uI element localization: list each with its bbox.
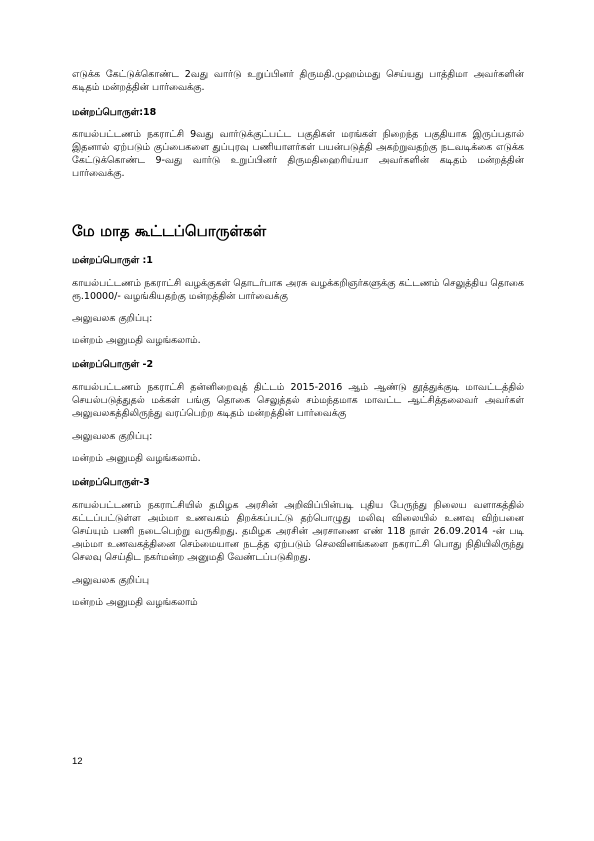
item-2-heading: மன்றப்பொருள் -2 — [72, 359, 154, 370]
section-title: மே மாத கூட்டப்பொருள்கள் — [72, 222, 267, 240]
item-18-heading: மன்றப்பொருள்:18 — [72, 107, 157, 118]
item-2-note: மன்றம் அனுமதி வழங்கலாம். — [72, 453, 201, 464]
item-2-note-label: அலுவலக குறிப்பு: — [72, 431, 153, 442]
item-3-note-label: அலுவலக குறிப்பு — [72, 575, 150, 586]
item-3-heading: மன்றப்பொருள்-3 — [72, 477, 150, 488]
item-1-paragraph: காயல்பட்டணம் நகராட்சி வழக்குகள் தொடர்பாக அரசு வழக்கறிஞர்களுக்கு கட்டணம் செலுத்திய தொகை ரூ.10000/- வழங்கியதற்கு மன்றத்தின் பார்வைக்கு — [72, 278, 524, 302]
item-3-note: மன்றம் அனுமதி வழங்கலாம் — [72, 597, 198, 608]
page-number: 12 — [72, 756, 83, 767]
item-1-heading: மன்றப்பொருள் :1 — [72, 255, 153, 266]
intro-paragraph: எடுக்க கேட்டுக்கொண்ட 2வது வார்டு உறுப்பினர் திருமதி.முஹம்மது செய்யது பாத்திமா அவர்களின் கடிதம் மன்றத்தின் பார்வைக்கு. — [72, 69, 524, 93]
item-18-paragraph: காயல்பட்டணம் நகராட்சி 9வது வார்டுக்குட்பட்ட பகுதிகள் மரங்கள் நிறைந்த பகுதியாக இருப்பதால் இதனால் ஏற்படும் குப்பைகளை துப்புரவு பணியாளர்கள் பயன்படுத்தி அகற்றுவதற்கு நடவடிக்கை எடுக்க கேட்டுக்கொண்ட 9-வது வார்டு உறுப்பினர் திருமதிஹைரிய்யா அவர்களின் கடிதம் மன்றத்தின் பார்வைக்கு. — [72, 129, 524, 179]
item-1-note: மன்றம் அனுமதி வழங்கலாம். — [72, 335, 201, 346]
item-1-note-label: அலுவலக குறிப்பு: — [72, 313, 153, 324]
document-page — [72, 68, 524, 609]
item-2-paragraph: காயல்பட்டணம் நகராட்சி தன்னிறைவுத் திட்டம் 2015-2016 ஆம் ஆண்டு தூத்துக்குடி மாவட்டத்தில் செயல்படுத்துதல் மக்கள் பங்கு தொகை செலுத்தல் சம்மந்தமாக மாவட்ட ஆட்சித்தலைவர் அவர்கள் அலுவலகத்திலிருந்து வரப்பெற்ற கடிதம் மன்றத்தின் பார்வைக்கு — [72, 382, 524, 419]
item-3-paragraph: காயல்பட்டணம் நகராட்சியில் தமிழக அரசின் அறிவிப்பின்படி புதிய பேருந்து நிலைய வளாகத்தில் கட்டப்பட்டுள்ள அம்மா உணவகம் திறக்கப்பட்டு தற்பொழுது மலிவு விலையில் உணவு விற்பனை செய்யும் பணி நடைபெற்று வருகிறது. தமிழக அரசின் அரசாணை எண் 118 நாள் 26.09.2014 -ன் படி அம்மா உணவகத்தினை செம்மையான நடத்த ஏற்படும் செலவினங்களை நகராட்சி பொது நிதியிலிருந்து செலவு செய்திட நகர்மன்ற அனுமதி வேண்டப்படுகிறது. — [72, 500, 524, 563]
